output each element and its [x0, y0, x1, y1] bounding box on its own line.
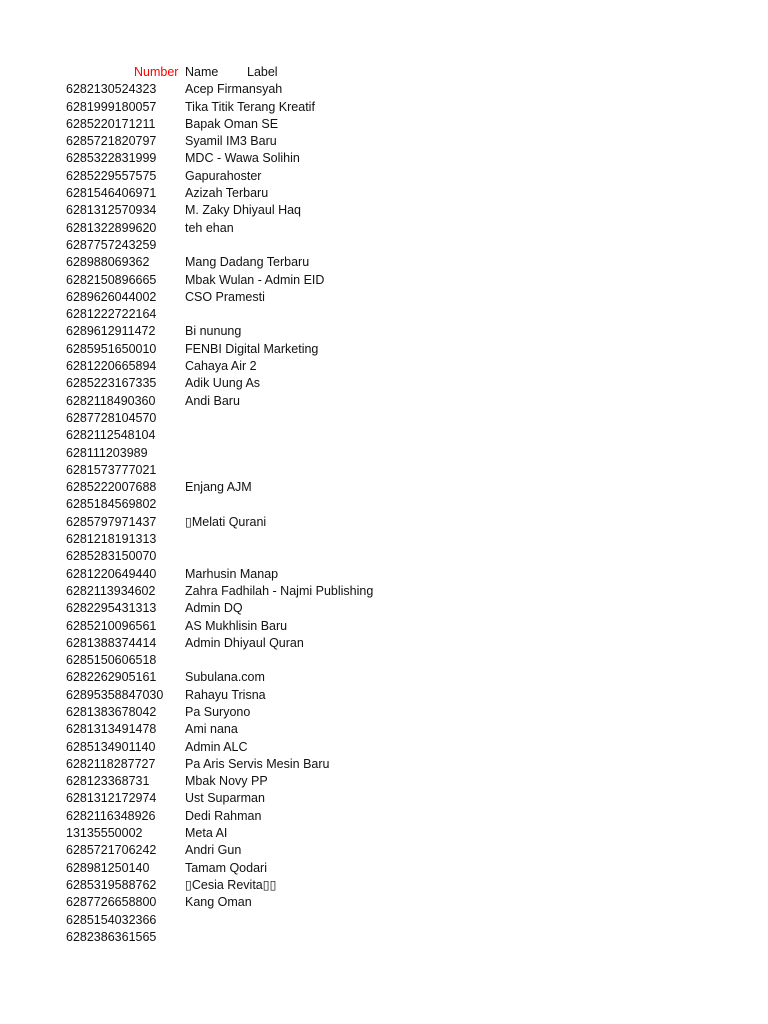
table-row [0, 790, 768, 807]
table-row [0, 496, 768, 513]
contact-name-cell: ▯Melati Qurani [185, 514, 267, 529]
contact-name-cell: Kang Oman [185, 895, 252, 910]
table-row [0, 254, 768, 271]
contact-name-cell: Mbak Novy PP [185, 774, 268, 789]
table-row [0, 912, 768, 929]
phone-number-cell: 6285951650010 [66, 341, 157, 356]
phone-number-cell: 6282113934602 [66, 583, 156, 598]
table-row [0, 669, 768, 686]
contact-name-cell: Adik Uung As [185, 376, 261, 391]
contact-name-cell: Enjang AJM [185, 480, 252, 495]
phone-number-cell: 6281546406971 [66, 186, 157, 201]
phone-number-cell: 6282150896665 [66, 272, 157, 287]
table-row [0, 842, 768, 859]
table-row [0, 375, 768, 392]
phone-number-cell: 6285721706242 [66, 843, 157, 858]
phone-number-cell: 6285223167335 [66, 376, 157, 391]
table-row [0, 358, 768, 375]
label-column-header: Label [247, 65, 278, 79]
contact-name-cell: Azizah Terbaru [185, 186, 269, 201]
table-row [0, 531, 768, 548]
phone-number-cell: 6285220171211 [66, 116, 156, 131]
table-row [0, 393, 768, 410]
phone-number-cell: 6285184569802 [66, 497, 157, 512]
phone-number-cell: 6285134901140 [66, 739, 156, 754]
contact-name-cell [185, 410, 485, 427]
phone-number-cell: 6285797971437 [66, 514, 157, 529]
name-column-header: Name [185, 65, 219, 79]
contact-name-cell: M. Zaky Dhiyaul Haq [185, 203, 302, 218]
phone-number-cell: 6285210096561 [66, 618, 157, 633]
contact-name-cell [185, 548, 485, 565]
contact-name-cell: Mbak Wulan - Admin EID [185, 272, 325, 287]
table-row [0, 808, 768, 825]
phone-number-cell: 6281388374414 [66, 635, 157, 650]
table-row [0, 860, 768, 877]
table-row [0, 739, 768, 756]
contact-name-cell: Andi Baru [185, 393, 240, 408]
table-row [0, 202, 768, 219]
phone-number-cell: 6285150606518 [66, 653, 157, 668]
contact-rows [0, 81, 768, 946]
table-row [0, 756, 768, 773]
phone-number-cell: 6289612911472 [66, 324, 156, 339]
contact-name-cell [185, 531, 485, 548]
table-row [0, 306, 768, 323]
phone-number-cell: 6282118490360 [66, 393, 156, 408]
table-row [0, 237, 768, 254]
contact-name-cell [185, 912, 485, 929]
contact-name-cell: Marhusin Manap [185, 566, 279, 581]
name-label-header [185, 64, 485, 81]
contact-name-cell: Acep Firmansyah [185, 82, 283, 97]
contact-name-cell [185, 306, 485, 323]
contact-name-cell [185, 496, 485, 513]
phone-number-cell: 6282295431313 [66, 601, 157, 616]
contact-name-cell: Admin DQ [185, 601, 243, 616]
phone-number-cell: 6281312570934 [66, 203, 157, 218]
table-row [0, 289, 768, 306]
contact-name-cell [185, 929, 485, 946]
phone-number-cell: 6285283150070 [66, 549, 157, 564]
table-row [0, 514, 768, 531]
phone-number-cell: 6281218191313 [66, 532, 157, 547]
contact-name-cell: Admin ALC [185, 739, 248, 754]
table-row [0, 618, 768, 635]
contact-name-cell: Rahayu Trisna [185, 687, 266, 702]
contact-name-cell: Zahra Fadhilah - Najmi Publishing [185, 583, 374, 598]
table-row [0, 445, 768, 462]
table-row [0, 220, 768, 237]
contact-name-cell [185, 427, 485, 444]
table-row [0, 773, 768, 790]
contact-name-cell: Ami nana [185, 722, 238, 737]
contact-name-cell: Admin Dhiyaul Quran [185, 635, 304, 650]
table-row [0, 323, 768, 340]
phone-number-cell: 628123368731 [66, 774, 150, 789]
phone-number-cell: 6285319588762 [66, 877, 157, 892]
phone-number-cell: 6281383678042 [66, 704, 157, 719]
contact-name-cell [185, 237, 485, 254]
table-row [0, 272, 768, 289]
contact-name-cell: Tika Titik Terang Kreatif [185, 99, 315, 114]
phone-number-cell: 13135550002 [66, 826, 143, 841]
table-row [0, 150, 768, 167]
contact-name-cell: Gapurahoster [185, 168, 262, 183]
contact-name-cell: Mang Dadang Terbaru [185, 255, 310, 270]
contact-name-cell: Bi nunung [185, 324, 242, 339]
contact-name-cell: CSO Pramesti [185, 289, 265, 304]
table-row [0, 635, 768, 652]
phone-number-cell: 6282386361565 [66, 929, 157, 944]
phone-number-cell: 6289626044002 [66, 289, 157, 304]
header-row [0, 64, 768, 81]
table-row [0, 825, 768, 842]
phone-number-cell: 6282116348926 [66, 808, 156, 823]
table-row [0, 583, 768, 600]
phone-number-cell: 6285154032366 [66, 912, 157, 927]
phone-number-cell: 628988069362 [66, 255, 150, 270]
contact-name-cell: Dedi Rahman [185, 808, 262, 823]
phone-number-cell: 6281313491478 [66, 722, 157, 737]
table-row [0, 566, 768, 583]
contact-name-cell: Meta AI [185, 826, 228, 841]
table-row [0, 341, 768, 358]
table-row [0, 427, 768, 444]
contact-name-cell: teh ehan [185, 220, 234, 235]
phone-number-cell: 6281999180057 [66, 99, 157, 114]
contact-name-cell: Ust Suparman [185, 791, 265, 806]
phone-number-cell: 6282262905161 [66, 670, 157, 685]
phone-number-cell: 6285721820797 [66, 134, 157, 149]
phone-number-cell: 6287728104570 [66, 410, 157, 425]
table-row [0, 894, 768, 911]
contact-name-cell: Pa Aris Servis Mesin Baru [185, 756, 330, 771]
phone-number-cell: 6282112548104 [66, 428, 156, 443]
contact-name-cell: Andri Gun [185, 843, 242, 858]
contact-name-cell: Pa Suryono [185, 704, 251, 719]
phone-number-cell: 6287726658800 [66, 895, 157, 910]
phone-number-cell: 6281222722164 [66, 307, 157, 322]
table-row [0, 721, 768, 738]
phone-number-cell: 62895358847030 [66, 687, 164, 702]
phone-number-cell: 6287757243259 [66, 237, 157, 252]
table-row [0, 687, 768, 704]
table-row [0, 462, 768, 479]
contact-name-cell [185, 652, 485, 669]
phone-number-cell: 628111203989 [66, 445, 148, 460]
contact-name-cell: MDC - Wawa Solihin [185, 151, 300, 166]
phone-number-cell: 6285322831999 [66, 151, 157, 166]
contact-name-cell: FENBI Digital Marketing [185, 341, 319, 356]
contact-name-cell [185, 462, 485, 479]
table-row [0, 133, 768, 150]
contact-name-cell: Subulana.com [185, 670, 265, 685]
phone-number-cell: 6282130524323 [66, 82, 157, 97]
table-row [0, 704, 768, 721]
phone-number-cell: 6281573777021 [66, 462, 157, 477]
table-row [0, 410, 768, 427]
phone-number-cell: 6281322899620 [66, 220, 157, 235]
number-column-header: Number [134, 65, 179, 79]
table-row [0, 81, 768, 98]
contact-name-cell: AS Mukhlisin Baru [185, 618, 288, 633]
table-row [0, 600, 768, 617]
contact-name-cell: Cahaya Air 2 [185, 359, 257, 374]
table-row [0, 929, 768, 946]
phone-number-cell: 6281220665894 [66, 359, 157, 374]
table-row [0, 548, 768, 565]
table-row [0, 877, 768, 894]
table-row [0, 99, 768, 116]
table-row [0, 652, 768, 669]
table-row [0, 479, 768, 496]
table-row [0, 185, 768, 202]
contact-name-cell: Syamil IM3 Baru [185, 134, 277, 149]
phone-number-cell: 6285222007688 [66, 480, 157, 495]
phone-number-cell: 6285229557575 [66, 168, 157, 183]
contact-name-cell [185, 445, 485, 462]
table-row [0, 168, 768, 185]
table-row [0, 116, 768, 133]
contacts-sheet [0, 64, 768, 946]
contact-name-cell: Bapak Oman SE [185, 116, 279, 131]
contact-name-cell: ▯Cesia Revita▯▯ [185, 877, 277, 892]
phone-number-cell: 6282118287727 [66, 756, 156, 771]
phone-number-cell: 6281220649440 [66, 566, 157, 581]
phone-number-cell: 6281312172974 [66, 791, 157, 806]
phone-number-cell: 628981250140 [66, 860, 150, 875]
contact-name-cell: Tamam Qodari [185, 860, 267, 875]
